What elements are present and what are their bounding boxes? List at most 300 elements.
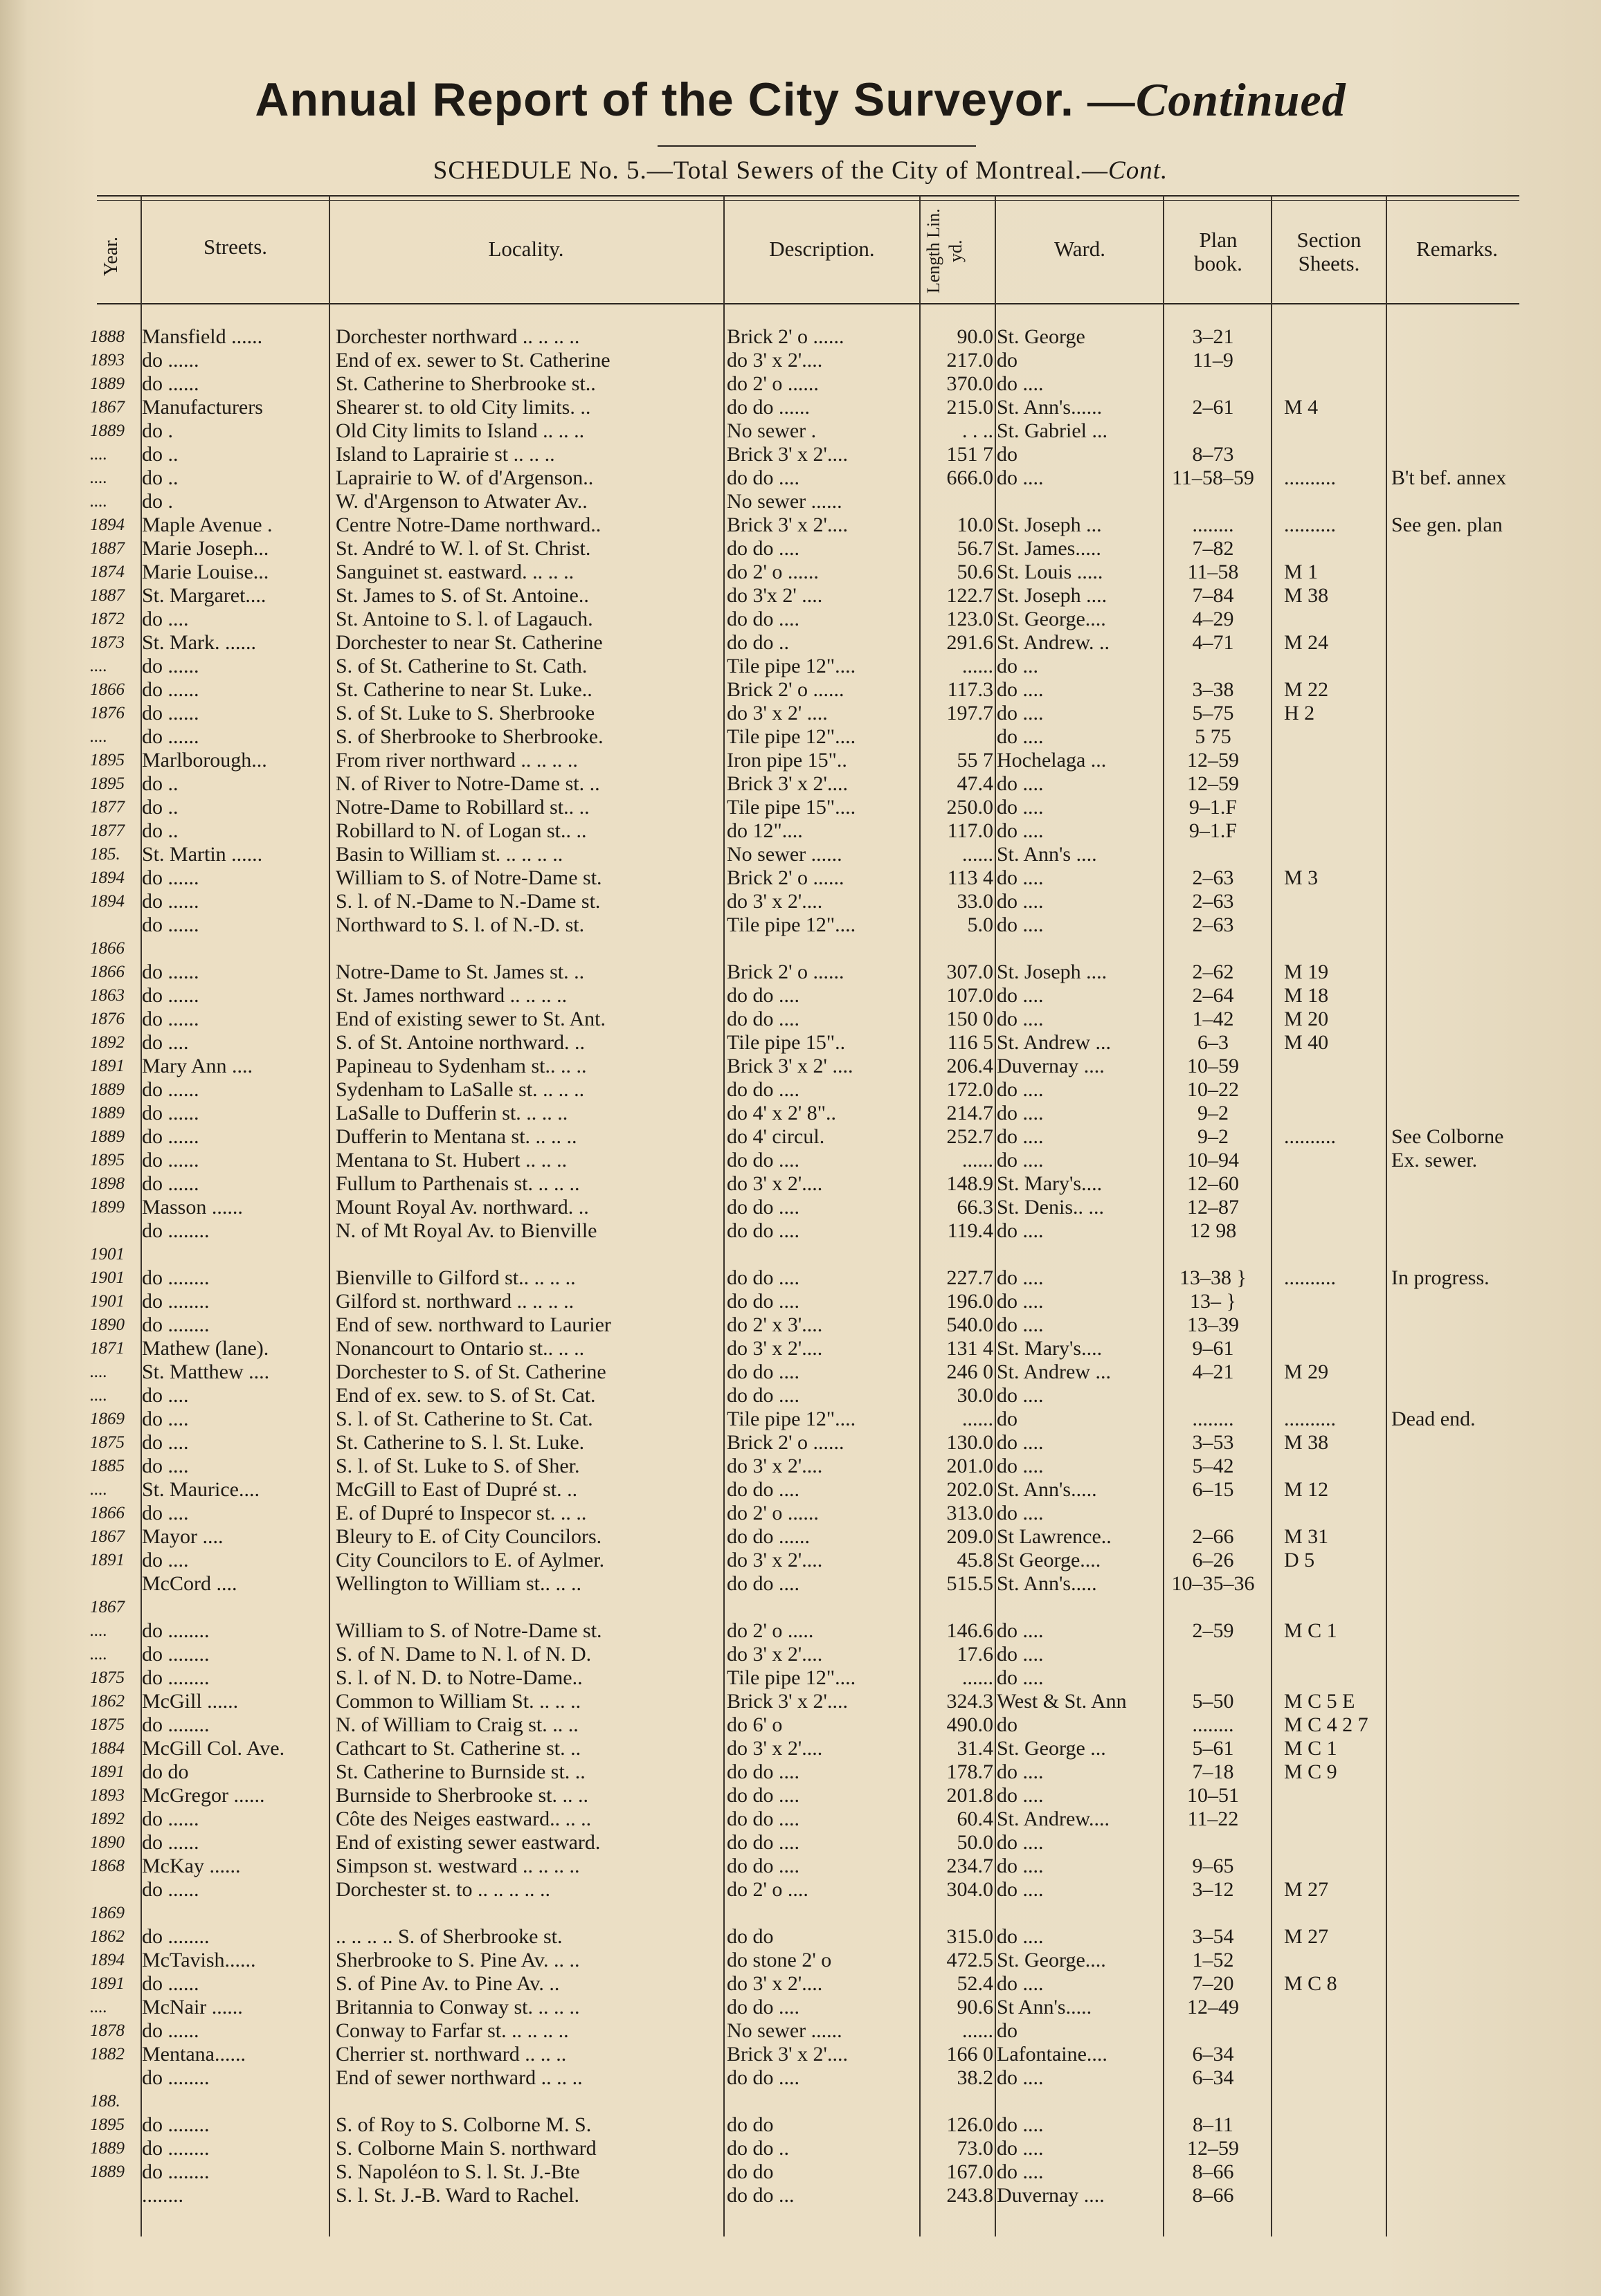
cell-length: 123.0 (946, 608, 993, 630)
cell-street: do ...... (142, 702, 199, 725)
cell-locality: Notre-Dame to Robillard st.. .. (336, 796, 590, 819)
cell-description: do 12".... (727, 819, 803, 842)
cell-locality: Gilford st. northward .. .. .. .. (336, 1290, 575, 1313)
table-row (0, 1337, 1601, 1360)
cell-locality: Cathcart to St. Catherine st. .. (336, 1737, 581, 1760)
cell-length: 252.7 (946, 1125, 993, 1148)
cell-locality: St. Catherine to Burnside st. .. (336, 1760, 586, 1783)
cell-street: do ........ (142, 1290, 210, 1313)
cell-description: do 3' x 2'.... (727, 1455, 823, 1477)
cell-ward: do .... (997, 984, 1044, 1007)
cell-plan: 8–11 (1193, 2113, 1233, 2136)
cell-street: St. Martin ...... (142, 843, 263, 866)
cell-plan: 1–42 (1192, 1008, 1234, 1030)
cell-section: M C 8 (1284, 1972, 1337, 1995)
table-row (0, 819, 1601, 843)
cell-description: do do .... (727, 1149, 799, 1172)
cell-ward: St. Ann's..... (997, 1478, 1097, 1501)
cell-length: 217.0 (946, 349, 993, 372)
header-streets: Streets. (203, 235, 268, 259)
cell-ward: St. James..... (997, 537, 1101, 560)
cell-street: do .... (142, 1549, 189, 1571)
table-row (0, 1455, 1601, 1478)
cell-locality: S. l. of N. D. to Notre-Dame.. (336, 1666, 583, 1689)
cell-year: 1901 (90, 1268, 125, 1287)
cell-length: 31.4 (957, 1737, 993, 1760)
cell-ward: St. Andrew. .. (997, 631, 1110, 654)
cell-description: Iron pipe 15".. (727, 749, 847, 772)
table-row (0, 1407, 1601, 1431)
cell-year: 1887 (90, 539, 125, 558)
cell-ward: do .... (997, 1666, 1044, 1689)
cell-plan: 12–59 (1187, 2137, 1239, 2160)
cell-street: Maple Avenue . (142, 513, 273, 536)
cell-year: .... (90, 1998, 107, 2016)
cell-description: do do (727, 2160, 774, 2183)
table-row (0, 678, 1601, 702)
cell-plan: 9–65 (1192, 1855, 1234, 1877)
table-row (0, 396, 1601, 419)
header-plan-line1: Plan (1199, 228, 1238, 252)
cell-length: 117.3 (947, 678, 993, 701)
cell-section: M 4 (1284, 396, 1319, 419)
table-row (0, 1855, 1601, 1878)
cell-plan: 2–63 (1192, 913, 1234, 936)
cell-description: do do ...... (727, 1525, 810, 1548)
cell-street: McNair ...... (142, 1996, 243, 2019)
table-top-rule (97, 195, 1519, 197)
cell-length: 666.0 (946, 466, 993, 489)
table-row (0, 1902, 1601, 1925)
cell-year: 1890 (90, 1833, 125, 1852)
cell-year: 1867 (90, 1527, 125, 1546)
cell-ward: do .... (997, 890, 1044, 913)
cell-ward: St. George ... (997, 1737, 1106, 1760)
cell-length: 131 4 (946, 1337, 993, 1360)
cell-plan: 4–71 (1192, 631, 1234, 654)
cell-locality: Burnside to Sherbrooke st. .. .. (336, 1784, 588, 1807)
cell-section: M 38 (1284, 584, 1329, 607)
cell-street: do .. (142, 819, 179, 842)
cell-locality: From river northward .. .. .. .. (336, 749, 578, 772)
cell-length: 307.0 (946, 960, 993, 983)
cell-street: McGill Col. Ave. (142, 1737, 285, 1760)
cell-ward: do .... (997, 1008, 1044, 1030)
cell-ward: do .... (997, 1266, 1044, 1289)
table-row (0, 655, 1601, 678)
cell-ward: St. George (997, 325, 1085, 348)
cell-ward: St. Joseph ... (997, 513, 1102, 536)
cell-street: do . (142, 490, 173, 513)
table-row (0, 1149, 1601, 1172)
table-row (0, 725, 1601, 749)
cell-ward: St. Joseph .... (997, 960, 1107, 983)
cell-locality: S. l. of St. Luke to S. of Sher. (336, 1455, 580, 1477)
cell-street: ........ (142, 2184, 183, 2207)
cell-ward: do .... (997, 796, 1044, 819)
cell-length: 313.0 (946, 1502, 993, 1524)
cell-length: ...... (962, 843, 993, 866)
table-row (0, 1360, 1601, 1384)
cell-description: Brick 3' x 2'.... (727, 772, 848, 795)
cell-description: Brick 3' x 2'.... (727, 513, 848, 536)
cell-description: do do .... (727, 1996, 799, 2019)
cell-length: 214.7 (946, 1102, 993, 1124)
cell-year: 1869 (90, 1904, 125, 1922)
schedule-heading (0, 156, 1601, 185)
table-header-rule (97, 303, 1519, 304)
cell-year: 1899 (90, 1198, 125, 1217)
table-row (0, 631, 1601, 655)
schedule-text: SCHEDULE No. 5.—Total Sewers of the City of Montreal.— (433, 156, 1109, 185)
cell-locality: Dorchester northward .. .. .. .. (336, 325, 580, 348)
table-row (0, 1031, 1601, 1055)
cell-year: 1891 (90, 1551, 125, 1569)
cell-locality: .. .. .. .. S. of Sherbrooke st. (336, 1925, 563, 1948)
cell-locality: N. of Mt Royal Av. to Bienville (336, 1219, 597, 1242)
cell-section: M 18 (1284, 984, 1329, 1007)
cell-locality: Dorchester to S. of St. Catherine (336, 1360, 606, 1383)
cell-locality: Bienville to Gilford st.. .. .. .. (336, 1266, 576, 1289)
table-row (0, 349, 1601, 372)
cell-plan: 7–20 (1192, 1972, 1234, 1995)
cell-ward: do (997, 1407, 1017, 1430)
cell-description: do do ... (727, 2184, 795, 2207)
cell-street: Mansfield ...... (142, 325, 263, 348)
cell-description: do 3' x 2'.... (727, 890, 823, 913)
cell-ward: St. Louis ..... (997, 561, 1103, 583)
table-row (0, 1713, 1601, 1737)
cell-description: Tile pipe 12".... (727, 655, 856, 677)
cell-street: do .... (142, 1431, 189, 1454)
cell-ward: Lafontaine.... (997, 2043, 1107, 2066)
cell-year: 1867 (90, 1598, 125, 1616)
header-plan-line2: book. (1194, 251, 1242, 275)
cell-description: do do ...... (727, 396, 810, 419)
cell-locality: Sydenham to LaSalle st. .. .. .. (336, 1078, 585, 1101)
cell-locality: St. James to S. of St. Antoine.. (336, 584, 589, 607)
cell-street: do ...... (142, 890, 199, 913)
cell-street: do ........ (142, 1666, 210, 1689)
cell-description: do do .... (727, 1760, 799, 1783)
cell-locality: Cherrier st. northward .. .. .. (336, 2043, 567, 2066)
cell-ward: do .... (997, 1784, 1044, 1807)
cell-description: do do .... (727, 1196, 799, 1219)
cell-length: 148.9 (946, 1172, 993, 1195)
cell-plan: 3–38 (1192, 678, 1234, 701)
cell-year: 1875 (90, 1433, 125, 1452)
cell-plan: 10–22 (1187, 1078, 1239, 1101)
cell-street: do .... (142, 1502, 189, 1524)
cell-plan: 8–73 (1192, 443, 1234, 466)
cell-locality: Wellington to William st.. .. .. (336, 1572, 581, 1595)
cell-locality: St. Catherine to near St. Luke.. (336, 678, 593, 701)
cell-street: Marlborough... (142, 749, 267, 772)
table-row (0, 2113, 1601, 2137)
cell-length: 370.0 (946, 372, 993, 395)
cell-locality: S. l. of N.-Dame to N.-Dame st. (336, 890, 601, 913)
cell-locality: Fullum to Parthenais st. .. .. .. (336, 1172, 580, 1195)
cell-plan: 3–12 (1192, 1878, 1234, 1901)
cell-locality: William to S. of Notre-Dame st. (336, 866, 602, 889)
cell-plan: 10–59 (1187, 1055, 1239, 1077)
table-row (0, 1831, 1601, 1855)
cell-locality: St. André to W. l. of St. Christ. (336, 537, 591, 560)
cell-locality: W. d'Argenson to Atwater Av.. (336, 490, 588, 513)
cell-plan: 2–63 (1192, 890, 1234, 913)
cell-description: do do .. (727, 631, 789, 654)
title-rule (658, 145, 976, 147)
cell-year: 188. (90, 2092, 120, 2111)
cell-length: ...... (962, 2019, 993, 2042)
cell-ward: do .... (997, 1313, 1044, 1336)
cell-length: 119.4 (947, 1219, 993, 1242)
cell-section: D 5 (1284, 1549, 1315, 1571)
cell-street: do ........ (142, 2137, 210, 2160)
cell-ward: St Ann's..... (997, 1996, 1092, 2019)
cell-year: 1862 (90, 1927, 125, 1946)
cell-street: do ...... (142, 1008, 199, 1030)
cell-section: M C 4 2 7 (1284, 1713, 1368, 1736)
table-row (0, 443, 1601, 466)
cell-remarks: See gen. plan (1391, 513, 1503, 536)
cell-ward: do .... (997, 1760, 1044, 1783)
cell-plan: 2–62 (1192, 960, 1234, 983)
table-row (0, 1055, 1601, 1078)
cell-length: 201.8 (946, 1784, 993, 1807)
cell-locality: End of ex. sew. to S. of St. Cat. (336, 1384, 596, 1407)
cell-description: do 4' x 2' 8".. (727, 1102, 837, 1124)
cell-ward: St. Andrew.... (997, 1807, 1110, 1830)
cell-locality: S. l. St. J.-B. Ward to Rachel. (336, 2184, 580, 2207)
cell-section: M 1 (1284, 561, 1319, 583)
cell-street: do ...... (142, 655, 199, 677)
cell-street: Marie Louise... (142, 561, 269, 583)
cell-remarks: Ex. sewer. (1391, 1149, 1478, 1172)
cell-ward: do .... (997, 866, 1044, 889)
cell-street: do ...... (142, 1972, 199, 1995)
cell-locality: Basin to William st. .. .. .. .. (336, 843, 563, 866)
cell-length: 130.0 (946, 1431, 993, 1454)
header-locality: Locality. (488, 237, 564, 261)
cell-year: .... (90, 1621, 107, 1640)
cell-year: .... (90, 657, 107, 675)
cell-locality: Papineau to Sydenham st.. .. .. (336, 1055, 587, 1077)
cell-plan: ........ (1192, 513, 1234, 536)
cell-plan: 12 98 (1189, 1219, 1237, 1242)
cell-ward: do ... (997, 655, 1038, 677)
cell-year: .... (90, 1645, 107, 1664)
table-row (0, 1949, 1601, 1972)
cell-description: do do .... (727, 1266, 799, 1289)
cell-length: 515.5 (946, 1572, 993, 1595)
table-row (0, 1690, 1601, 1713)
cell-ward: do (997, 1713, 1017, 1736)
cell-locality: Dufferin to Mentana st. .. .. .. (336, 1125, 577, 1148)
cell-locality: Bleury to E. of City Councilors. (336, 1525, 602, 1548)
table-row (0, 1996, 1601, 2019)
table-row (0, 584, 1601, 608)
cell-plan: 10–35–36 (1171, 1572, 1255, 1595)
cell-street: Masson ...... (142, 1196, 243, 1219)
cell-street: do ...... (142, 725, 199, 748)
cell-ward: St. Mary's.... (997, 1337, 1103, 1360)
table-row (0, 937, 1601, 960)
cell-year: 1877 (90, 798, 125, 817)
header-description: Description. (769, 237, 875, 261)
cell-description: do do .... (727, 1831, 799, 1854)
cell-locality: William to S. of Notre-Dame st. (336, 1619, 602, 1642)
cell-street: McKay ...... (142, 1855, 241, 1877)
cell-description: No sewer ...... (727, 843, 842, 866)
cell-street: do ........ (142, 2113, 210, 2136)
cell-locality: S. of N. Dame to N. l. of N. D. (336, 1643, 592, 1666)
cell-locality: Laprairie to W. of d'Argenson.. (336, 466, 594, 489)
table-row (0, 749, 1601, 772)
cell-length: 166 0 (946, 2043, 993, 2066)
table-row (0, 2090, 1601, 2113)
cell-section: .......... (1284, 1266, 1336, 1289)
table-row (0, 1572, 1601, 1596)
cell-length: 315.0 (946, 1925, 993, 1948)
cell-length: 250.0 (946, 796, 993, 819)
cell-street: do ...... (142, 372, 199, 395)
cell-year: 1866 (90, 939, 125, 958)
cell-length: 50.6 (957, 561, 993, 583)
cell-description: do do .... (727, 608, 799, 630)
cell-year: 1895 (90, 1151, 125, 1169)
cell-locality: St. Catherine to S. l. St. Luke. (336, 1431, 585, 1454)
cell-year: 1889 (90, 2139, 125, 2158)
table-row (0, 1596, 1601, 1619)
cell-description: do do .... (727, 1478, 799, 1501)
cell-year: 1866 (90, 680, 125, 699)
cell-locality: Conway to Farfar st. .. .. .. .. (336, 2019, 569, 2042)
cell-ward: do .... (997, 1149, 1044, 1172)
cell-locality: S. of St. Catherine to St. Cath. (336, 655, 588, 677)
cell-year: 1866 (90, 963, 125, 981)
cell-plan: 13–39 (1187, 1313, 1239, 1336)
cell-ward: St. Ann's..... (997, 1572, 1097, 1595)
cell-locality: End of existing sewer to St. Ant. (336, 1008, 606, 1030)
cell-length: 215.0 (946, 396, 993, 419)
cell-street: do ...... (142, 913, 199, 936)
cell-plan: 12–60 (1187, 1172, 1239, 1195)
table-row (0, 490, 1601, 513)
cell-description: do 3' x 2'.... (727, 1549, 823, 1571)
cell-length: 56.7 (957, 537, 993, 560)
cell-locality: St. Catherine to Sherbrooke st.. (336, 372, 596, 395)
cell-ward: do .... (997, 1855, 1044, 1877)
cell-street: Mary Ann .... (142, 1055, 253, 1077)
header-section-line2: Sheets. (1298, 251, 1360, 275)
cell-street: do ........ (142, 1313, 210, 1336)
table-row (0, 1125, 1601, 1149)
cell-locality: S. l. of St. Catherine to St. Cat. (336, 1407, 593, 1430)
table-row (0, 1078, 1601, 1102)
cell-plan: 5–50 (1192, 1690, 1234, 1713)
table-row (0, 890, 1601, 913)
cell-street: Manufacturers (142, 396, 263, 419)
cell-year: 1874 (90, 563, 125, 581)
cell-description: do do .... (727, 1360, 799, 1383)
cell-locality: Dorchester st. to .. .. .. .. .. (336, 1878, 550, 1901)
table-row (0, 2043, 1601, 2066)
cell-description: do do (727, 1925, 774, 1948)
cell-year: 1875 (90, 1668, 125, 1687)
cell-ward: do .... (997, 2137, 1044, 2160)
cell-description: Tile pipe 12".... (727, 725, 856, 748)
cell-street: do ...... (142, 984, 199, 1007)
cell-length: 206.4 (946, 1055, 993, 1077)
cell-plan: 9–2 (1197, 1102, 1229, 1124)
cell-street: do ........ (142, 2066, 210, 2089)
table-row (0, 1784, 1601, 1807)
cell-description: do 3' x 2'.... (727, 1737, 823, 1760)
cell-street: McGregor ...... (142, 1784, 265, 1807)
cell-year: 1872 (90, 610, 125, 628)
cell-plan: 6–26 (1192, 1549, 1234, 1571)
cell-length: 472.5 (946, 1949, 993, 1971)
cell-year: 1888 (90, 327, 125, 346)
cell-year: .... (90, 445, 107, 464)
cell-plan: 10–51 (1187, 1784, 1239, 1807)
cell-section: M C 9 (1284, 1760, 1337, 1783)
cell-year: 1876 (90, 704, 125, 722)
cell-ward: do .... (997, 2160, 1044, 2183)
cell-plan: 4–29 (1192, 608, 1234, 630)
cell-locality: Robillard to N. of Logan st.. .. (336, 819, 587, 842)
cell-plan: 5–61 (1192, 1737, 1234, 1760)
cell-year: .... (90, 727, 107, 746)
cell-year: 1894 (90, 1951, 125, 1969)
cell-description: do do .... (727, 1290, 799, 1313)
cell-ward: do .... (997, 466, 1044, 489)
cell-year: 1871 (90, 1339, 125, 1358)
cell-ward: do .... (997, 1431, 1044, 1454)
cell-ward: Hochelaga ... (997, 749, 1107, 772)
cell-length: 246 0 (946, 1360, 993, 1383)
cell-description: Brick 2' o ...... (727, 960, 844, 983)
cell-year: 1890 (90, 1315, 125, 1334)
cell-length: 291.6 (946, 631, 993, 654)
cell-length: 122.7 (946, 584, 993, 607)
cell-locality: S. of St. Antoine northward. .. (336, 1031, 585, 1054)
cell-ward: St. Andrew ... (997, 1031, 1111, 1054)
cell-street: St. Margaret.... (142, 584, 266, 607)
table-row (0, 843, 1601, 866)
cell-locality: Common to William St. .. .. .. (336, 1690, 581, 1713)
cell-section: M 19 (1284, 960, 1329, 983)
cell-year: .... (90, 1480, 107, 1499)
cell-length: 50.0 (957, 1831, 993, 1854)
cell-year: 1895 (90, 2115, 125, 2134)
cell-locality: St. James northward .. .. .. .. (336, 984, 568, 1007)
cell-plan: 11–58 (1187, 561, 1239, 583)
cell-street: Mentana...... (142, 2043, 246, 2066)
cell-year: .... (90, 1363, 107, 1381)
table-row (0, 372, 1601, 396)
cell-description: do do .... (727, 1572, 799, 1595)
cell-year: 1894 (90, 868, 125, 887)
cell-street: do .... (142, 1455, 189, 1477)
cell-description: do 2' o .... (727, 1878, 808, 1901)
table-row (0, 537, 1601, 561)
cell-locality: End of sew. northward to Laurier (336, 1313, 611, 1336)
cell-year: 1893 (90, 1786, 125, 1805)
cell-description: Tile pipe 15".. (727, 1031, 846, 1054)
cell-length: 33.0 (957, 890, 993, 913)
